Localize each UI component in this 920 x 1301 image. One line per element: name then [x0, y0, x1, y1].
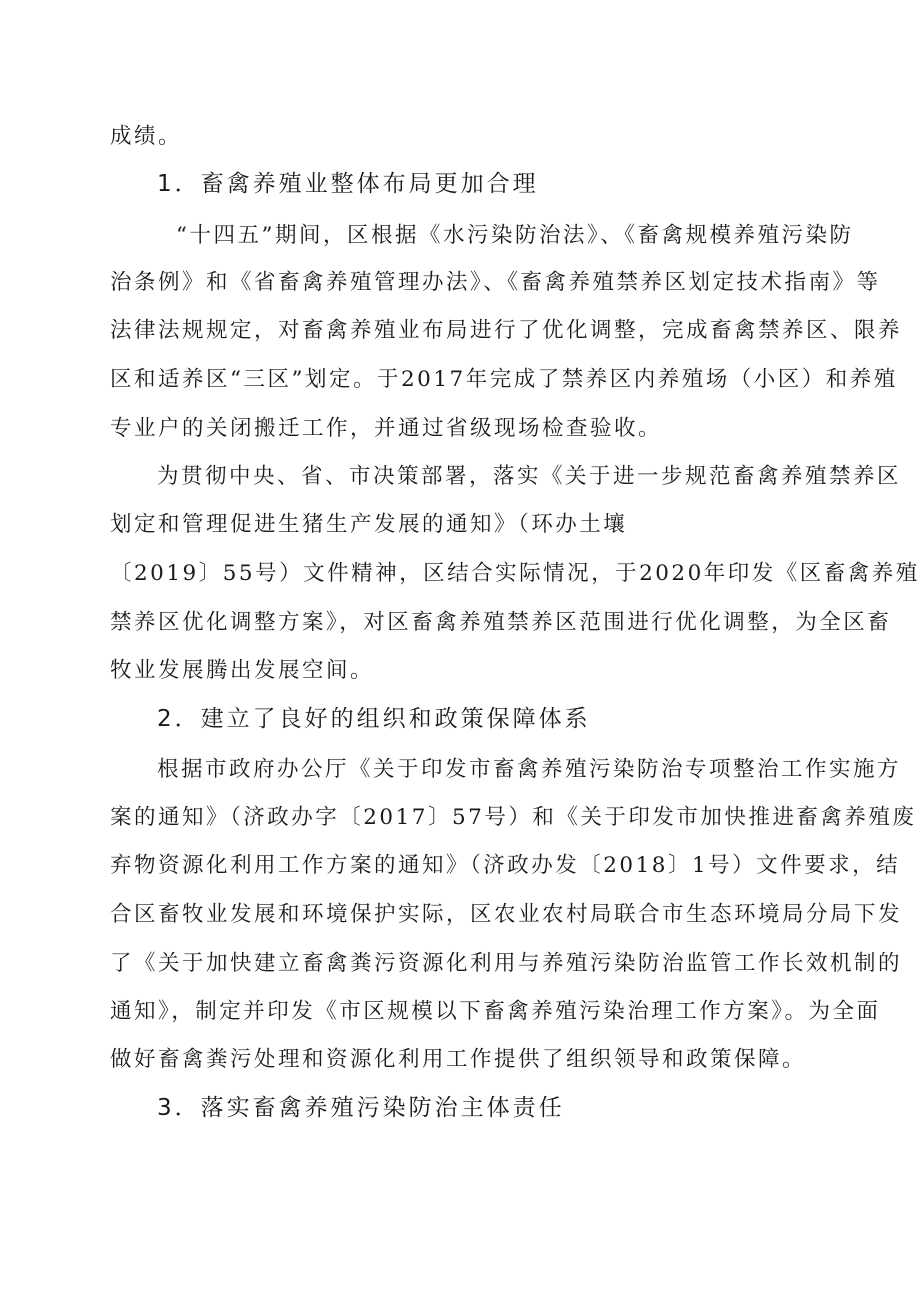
text-line: 区和适养区“三区”划定。于2017年完成了禁养区内养殖场（小区）和养殖 — [110, 367, 898, 392]
text-line: 专业户的关闭搬迁工作，并通过省级现场检查验收。 — [110, 416, 663, 441]
text-line: 根据市政府办公厅《关于印发市畜禽养殖污染防治专项整治工作实施方 — [157, 757, 902, 782]
text-line: 成绩。 — [110, 124, 183, 149]
text-line: 治条例》和《省畜禽养殖管理办法》、《畜禽养殖禁养区划定技术指南》等 — [110, 270, 881, 295]
section-heading-2: 2．建立了良好的组织和政策保障体系 — [157, 706, 591, 732]
text-line: 禁养区优化调整方案》，对区畜禽养殖禁养区范围进行优化调整，为全区畜 — [110, 610, 892, 635]
text-line: 案的通知》（济政办字〔2017〕57号）和《关于印发市加快推进畜禽养殖废 — [110, 805, 917, 830]
text-line: 〔2019〕55号）文件精神，区结合实际情况，于2020年印发《区畜禽养殖 — [110, 561, 920, 586]
text-line: 了《关于加快建立畜禽粪污资源化利用与养殖污染防治监管工作长效机制的 — [110, 951, 903, 976]
text-line: 为贯彻中央、省、市决策部署，落实《关于进一步规范畜禽养殖禁养区 — [157, 464, 902, 489]
text-line: 合区畜牧业发展和环境保护实际，区农业农村局联合市生态环境局分局下发 — [110, 902, 903, 927]
section-heading-1: 1．畜禽养殖业整体布局更加合理 — [157, 171, 539, 197]
text-line: 弃物资源化利用工作方案的通知》（济政办发〔2018〕1号）文件要求，结 — [110, 853, 901, 878]
text-line: “十四五”期间，区根据《水污染防治法》、《畜禽规模养殖污染防 — [176, 223, 854, 248]
text-line: 做好畜禽粪污处理和资源化利用工作提供了组织领导和政策保障。 — [110, 1047, 807, 1072]
section-heading-3: 3．落实畜禽养殖污染防治主体责任 — [157, 1095, 565, 1121]
text-line: 牧业发展腾出发展空间。 — [110, 658, 375, 683]
text-line: 法律法规规定，对畜禽养殖业布局进行了优化调整，完成畜禽禁养区、限养 — [110, 318, 903, 343]
text-line: 划定和管理促进生猪生产发展的通知》（环办土壤 — [110, 512, 628, 537]
text-line: 通知》，制定并印发《市区规模以下畜禽养殖污染治理工作方案》。为全面 — [110, 999, 881, 1024]
